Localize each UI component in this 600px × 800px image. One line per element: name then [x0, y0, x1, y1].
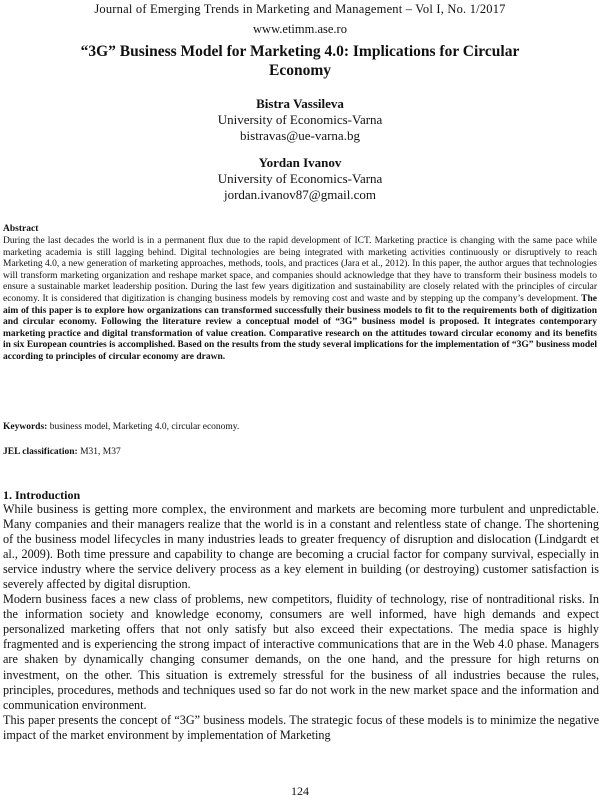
abstract-text: [3, 236, 597, 364]
body-paragraph: This paper presents the concept of “3G” business models. The strategic focus of these models is to minimize the negative impact of the market environment by implementation of Marketing: [3, 712, 599, 742]
keywords-line: [3, 422, 597, 432]
jel-line: [3, 447, 597, 457]
keywords-value: business model, Marketing 4.0, circular economy.: [47, 422, 240, 432]
jel-label: JEL classification:: [3, 447, 78, 457]
body-paragraph: While business is getting more complex, the environment and markets are becoming more turbulent and unpredictable. Many companies and their managers realize that the world is in a constant and relentless state of change. The shortening of the business model lifecycles in many industries leads to greater frequency of disruption and dislocation (Lindgardt et al., 2009). Both time pressure and capability to change are becoming a crucial factor for company survival, especially in service industry where the service delivery process as a key element in building (or destroying) customer satisfaction is severely affected by digital disruption.: [3, 502, 599, 592]
abstract-heading: Abstract: [3, 224, 39, 234]
jel-value: M31, M37: [77, 447, 121, 457]
body-paragraph: Modern business faces a new class of problems, new competitors, fluidity of technology, rise of nontraditional risks. In the information society and knowledge economy, consumers are well informed, have high demands and expect personalized marketing offers that not only satisfy but also exceed their expectations. The media space is highly fragmented and is experiencing the strong impact of interactive communications that are in the Web 4.0 phase. Managers are shaken by dynamically changing consumer demands, on the one hand, and the pressure for high returns on investment, on the other. This situation is extremely stressful for the business of all industries because the rules, principles, procedures, methods and techniques used so far do not work in the new market space and the information and communication environment.: [3, 592, 599, 712]
author-email[interactable]: jordan.ivanov87@gmail.com: [223, 187, 377, 202]
journal-website[interactable]: www.etimm.ase.ro: [253, 22, 347, 36]
abstract-text-plain: During the last decades the world is in a permanent flux due to the rapid development of ICT. Marketing practice is changing with the same pace while marketing academia is still lagging behind. Digital technologies are being integrated with marketing activities continuously or disruptively to reach Marketing 4.0, a new generation of marketing approaches, methods, tools, and practices (Jara et al., 2012). In this paper, the author argues that technologies will transform marketing organization and reshape market space, and companies should acknowledge that they have to transform their business models to ensure a sustainable market leadership position. During the last few years digitization and sustainability are closely related with the principles of circular economy. It is considered that digitization is changing business models by removing cost and waste and by stepping up the company’s development.: [3, 236, 597, 304]
page-number: 124: [291, 784, 309, 798]
section-heading: 1. Introduction: [3, 488, 81, 502]
journal-header: Journal of Emerging Trends in Marketing and Management – Vol I, No. 1/2017: [94, 2, 506, 16]
keywords-label: Keywords:: [3, 422, 48, 432]
author-block-1: [0, 96, 600, 144]
author-name: Yordan Ivanov: [258, 155, 342, 170]
author-affiliation: University of Economics-Varna: [217, 112, 383, 127]
paper-title: “3G” Business Model for Marketing 4.0: Implications for Circular Economy: [80, 43, 520, 79]
author-name: Bistra Vassileva: [256, 96, 344, 111]
author-affiliation: University of Economics-Varna: [217, 171, 383, 186]
abstract-text-bold: The aim of this paper is to explore how organizations can transformed successfully their business models to fit to the requirements both of digitization and circular economy. Following the literature review a conceptual model of “3G” business model is proposed. It integrates contemporary marketing practice and digital transformation of value creation. Comparative research on the attitudes toward circular economy and its benefits in six European countries is accomplished. Based on the results from the study several implications for the implementation of “3G” business model according to principles of circular economy are drawn.: [3, 293, 597, 362]
section-body: [3, 502, 599, 743]
author-block-2: [0, 155, 600, 203]
author-email[interactable]: bistravas@ue-varna.bg: [240, 128, 360, 143]
